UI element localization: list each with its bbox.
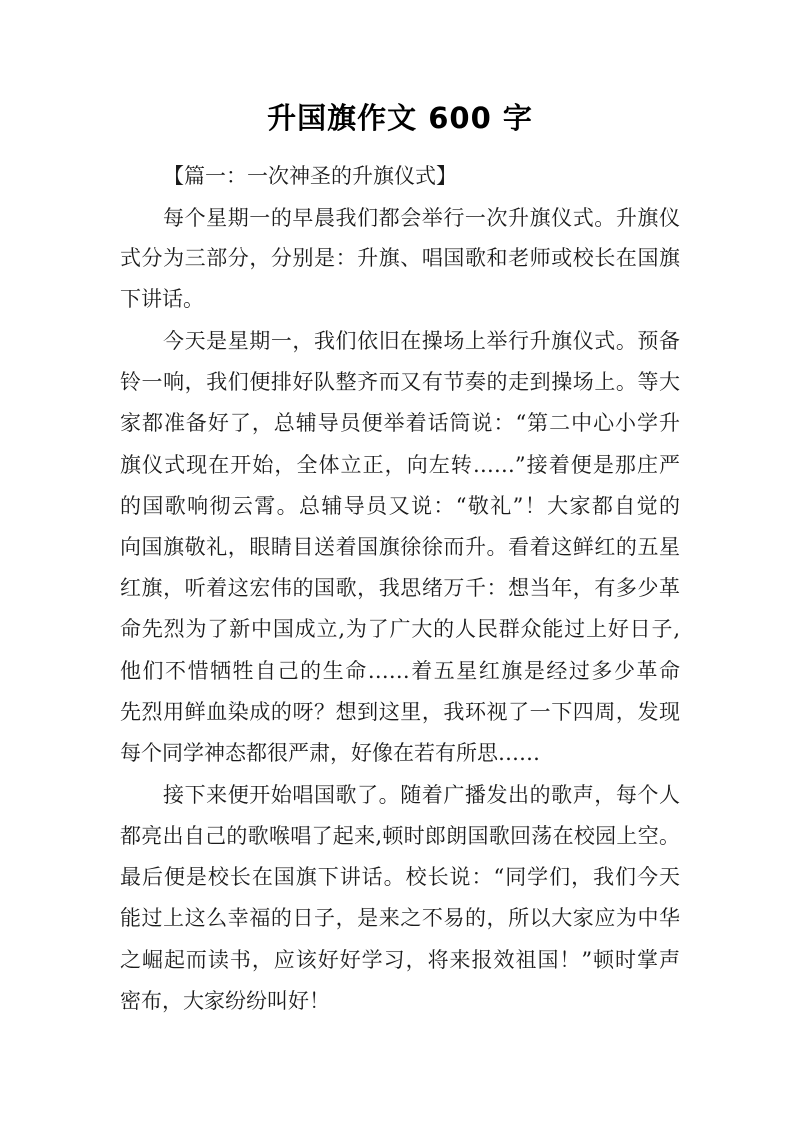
paragraph-line: 式分为三部分，分别是：升旗、唱国歌和老师或校长在国旗 <box>120 246 680 270</box>
paragraph-line: 铃一响，我们便排好队整齐而又有节奏的走到操场上。等大 <box>120 370 680 394</box>
paragraph-line: 每个同学神态都很严肃，好像在若有所思…… <box>120 741 540 765</box>
paragraph-line: 先烈用鲜血染成的呀？想到这里，我环视了一下四周，发现 <box>120 700 680 724</box>
paragraph-line: 他们不惜牺牲自己的生命……着五星红旗是经过多少革命 <box>120 659 680 683</box>
paragraph-line: 接下来便开始唱国歌了。随着广播发出的歌声，每个人 <box>163 783 680 807</box>
paragraph-line: 最后便是校长在国旗下讲话。校长说：“同学们，我们今天 <box>120 865 680 889</box>
paragraph-line: 每个星期一的早晨我们都会举行一次升旗仪式。升旗仪 <box>163 206 680 230</box>
paragraph-line: 之崛起而读书，应该好好学习，将来报效祖国！”顿时掌声 <box>120 948 680 972</box>
document-title: 升国旗作文 600 字 <box>267 101 533 135</box>
paragraph-line: 下讲话。 <box>120 287 204 311</box>
paragraph-line: 旗仪式现在开始，全体立正，向左转……”接着便是那庄严 <box>120 453 680 477</box>
paragraph-line: 今天是星期一，我们依旧在操场上举行升旗仪式。预备 <box>163 329 680 353</box>
paragraph-line: 命先烈为了新中国成立,为了广大的人民群众能过上好日子, <box>120 617 680 641</box>
paragraph-line: 家都准备好了，总辅导员便举着话筒说：“第二中心小学升 <box>120 411 680 435</box>
paragraph-line: 密布，大家纷纷叫好！ <box>120 989 330 1013</box>
section-heading: 【篇一：一次神圣的升旗仪式】 <box>163 164 457 188</box>
paragraph-line: 向国旗敬礼，眼睛目送着国旗徐徐而升。看着这鲜红的五星 <box>120 535 680 559</box>
paragraph-line: 能过上这么幸福的日子，是来之不易的，所以大家应为中华 <box>120 906 680 930</box>
paragraph-line: 的国歌响彻云霄。总辅导员又说：“敬礼”！大家都自觉的 <box>120 494 680 518</box>
paragraph-line: 红旗，听着这宏伟的国歌，我思绪万千：想当年，有多少革 <box>120 576 680 600</box>
paragraph-line: 都亮出自己的歌喉唱了起来,顿时郎朗国歌回荡在校园上空。 <box>120 824 680 848</box>
